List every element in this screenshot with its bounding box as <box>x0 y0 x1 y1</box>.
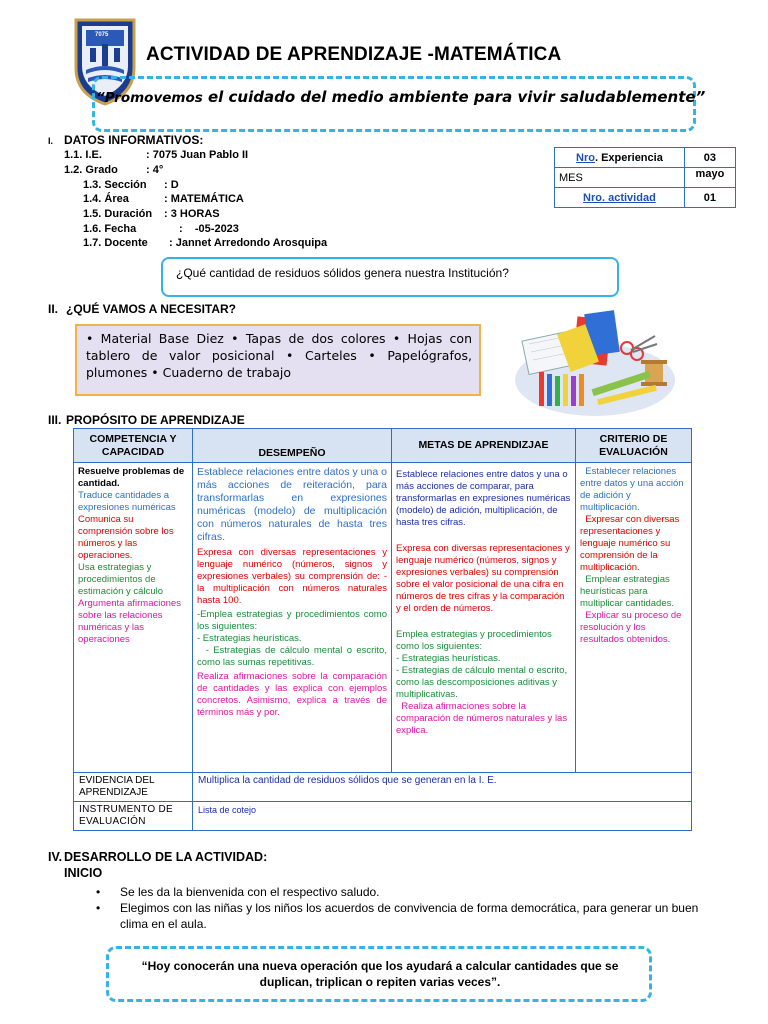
section-number: II. <box>48 302 59 316</box>
capacidad-1: Traduce cantidades a expresiones numéricas <box>78 490 176 513</box>
instrumento-value-text: Lista de cotejo <box>198 805 257 815</box>
activity-quote: “Hoy conocerán una nueva operación que los ayudará a calcular cantidades que se duplican, triplican o repiten varias veces”. <box>141 959 619 989</box>
table-row <box>555 148 736 168</box>
instrumento-label <box>74 802 193 831</box>
criterio-1: Establecer relaciones entre datos y una acción de adición y multiplicación. <box>580 466 687 513</box>
experiencia-value: 03 <box>684 148 735 168</box>
section-number: IV. <box>48 850 63 864</box>
section-title: PROPÓSITO DE APRENDIZAJE <box>66 413 245 427</box>
desempeno-3b: - Estrategias heurísticas. <box>197 633 302 644</box>
meta-3a: Emplea estrategias y procedimientos como los siguientes: <box>396 629 552 652</box>
bullet-icon: • <box>96 901 101 915</box>
proposito-table <box>73 428 692 831</box>
section-datos-heading <box>48 133 203 147</box>
dato-area <box>83 193 244 205</box>
dato-label: 1.3. Sección <box>83 179 147 191</box>
section-number: III. <box>48 413 62 427</box>
desempeno-3c: - Estrategias de cálculo mental o escrito, como las sumas repetitivas. <box>197 645 390 668</box>
table-row <box>74 802 692 831</box>
experiencia-label <box>555 148 685 168</box>
table-row <box>555 188 736 208</box>
desempeno-1: Establece relaciones entre datos y una o más acciones de reiteración, para transformarlas en expresiones numéricas (modelo) de multiplicación con números naturales de hasta tres cifras. <box>197 466 387 543</box>
section-title: DATOS INFORMATIVOS: <box>64 133 204 147</box>
dato-ie <box>64 149 248 161</box>
inicio-heading: INICIO <box>64 866 103 880</box>
capacidad-2: Comunica su comprensión sobre los números y las operaciones. <box>78 514 174 561</box>
motto-prefix: “Promovemos <box>96 90 203 106</box>
motto <box>96 88 706 106</box>
metas-cell <box>392 463 576 773</box>
experiencia-table <box>554 147 736 208</box>
criterio-2: Expresar con diversas representaciones y lenguaje numérico su comprensión de la multiplicación. <box>580 514 682 573</box>
motto-text: el cuidado del medio ambiente para vivir saludablemente” <box>202 88 706 106</box>
col-header-metas: METAS DE APRENDIZJAE <box>392 429 576 463</box>
evidencia-value-text: Multiplica la cantidad de residuos sólidos que se generan en la I. E. <box>198 775 497 786</box>
dato-value: : 7075 Juan Pablo II <box>146 149 249 161</box>
guiding-question: ¿Qué cantidad de residuos sólidos genera nuestra Institución? <box>176 266 509 280</box>
desempeno-cell <box>193 463 392 773</box>
section-proposito-heading <box>48 413 245 427</box>
dato-value: : MATEMÁTICA <box>164 193 244 205</box>
desempeno-2: Expresa con diversas representaciones y lenguaje numérico (números, signos y expresiones verbales) su comprensión de: - la multiplicación con números naturales hasta 100. <box>197 547 387 606</box>
section-necesitar-heading <box>48 302 236 316</box>
list-item <box>96 884 720 900</box>
desempeno-3a: -Emplea estrategias y procedimientos como los siguientes: <box>197 609 387 632</box>
evidencia-label <box>74 773 193 802</box>
materials-list: • Material Base Diez • Tapas de dos colores • Hojas con tablero de valor posicional • Carteles • Papelógrafos, plumones • Cuaderno de trabajo <box>86 331 472 380</box>
dato-label: 1.1. I.E. <box>64 149 102 161</box>
mes-label: MES <box>555 168 685 188</box>
table-row <box>74 463 692 773</box>
desempeno-4: Realiza afirmaciones sobre la comparación de cantidades y las explica con ejemplos concretos. Asimismo, explica a través de términos más y por. <box>197 671 387 718</box>
dato-label: 1.5. Duración <box>83 208 153 220</box>
section-number: I. <box>48 136 54 146</box>
dato-grado <box>64 164 163 176</box>
evidencia-label-text: EVIDENCIA DEL APRENDIZAJE <box>79 775 155 798</box>
section-desarrollo-heading <box>48 850 267 864</box>
meta-1: Establece relaciones entre datos y una o más acciones de comparar, para transformarlas en expresiones numéricas (modelo) de adición, multiplicación, de hasta tres cifras. <box>396 469 571 528</box>
capacidad-4: Argumenta afirmaciones sobre las relaciones numéricas y las operaciones <box>78 598 181 645</box>
bullet-icon: • <box>96 885 101 899</box>
section-title: DESARROLLO DE LA ACTIVIDAD: <box>64 850 268 864</box>
actividad-value: 01 <box>684 188 735 208</box>
table-header-row <box>74 429 692 463</box>
col-header-criterio: CRITERIO DE EVALUACIÓN <box>576 429 692 463</box>
dato-label: 1.4. Área <box>83 193 129 205</box>
table-row <box>74 773 692 802</box>
evidencia-value <box>193 773 692 802</box>
school-supplies-illustration <box>505 310 675 420</box>
capacidad-3: Usa estrategias y procedimientos de estimación y cálculo <box>78 562 164 597</box>
competencia-title: Resuelve problemas de cantidad. <box>78 466 185 489</box>
page-title: ACTIVIDAD DE APRENDIZAJE -MATEMÁTICA <box>146 44 562 65</box>
bullet-text: Se les da la bienvenida con el respectivo saludo. <box>120 885 380 899</box>
meta-3b: - Estrategias heurísticas. <box>396 653 501 664</box>
criterio-3: Emplear estrategias heurísticas para multiplicar cantidades. <box>580 574 674 609</box>
section-title: ¿QUÉ VAMOS A NECESITAR? <box>66 302 237 316</box>
meta-4: Realiza afirmaciones sobre la comparación de números naturales y las explica. <box>396 701 570 736</box>
dato-label: 1.6. Fecha <box>83 223 137 235</box>
dato-docente <box>83 237 327 249</box>
instrumento-label-text: INSTRUMENTO DE EVALUACIÓN <box>79 804 174 827</box>
instrumento-value <box>193 802 692 831</box>
dato-value: : -05-2023 <box>179 223 239 235</box>
table-row <box>555 168 736 188</box>
criterio-4: Explicar su proceso de resolución y los resultados obtenidos. <box>580 610 685 645</box>
dato-fecha <box>83 223 239 235</box>
meta-2: Expresa con diversas representaciones y lenguaje numérico (números, signos y expresiones verbales) su comprensión sobre el valor posicional de una cifra en números de tres cifras y la comparación y el orden de números. <box>396 543 570 614</box>
mes-value: mayo <box>684 168 735 188</box>
dato-duracion <box>83 208 220 220</box>
actividad-link[interactable]: Nro. actividad <box>583 191 656 204</box>
dato-seccion <box>83 179 179 191</box>
bullet-text: Elegimos con las niñas y los niños los acuerdos de convivencia de forma democrática, para generar un buen clima en el aula. <box>120 901 699 931</box>
meta-3c: - Estrategias de cálculo mental o escrito, como las descomposiciones aditivas y multiplicativas. <box>396 665 568 700</box>
col-header-competencia: COMPETENCIA Y CAPACIDAD <box>74 429 193 463</box>
list-item <box>96 900 720 932</box>
col-header-desempeno: DESEMPEÑO <box>193 429 392 463</box>
competencia-cell <box>74 463 193 773</box>
dato-value: : 4° <box>146 164 164 176</box>
experiencia-label-text: . Experiencia <box>594 151 663 164</box>
experiencia-link[interactable]: Nro <box>576 151 595 164</box>
dato-value: : D <box>164 179 179 191</box>
criterio-cell <box>576 463 692 773</box>
dato-value: : 3 HORAS <box>164 208 220 220</box>
dato-label: 1.2. Grado <box>64 164 118 176</box>
logo-number: 7075 <box>95 32 109 38</box>
dato-value: : Jannet Arredondo Arosquipa <box>169 237 328 249</box>
actividad-label <box>555 188 685 208</box>
dato-label: 1.7. Docente <box>83 237 148 249</box>
